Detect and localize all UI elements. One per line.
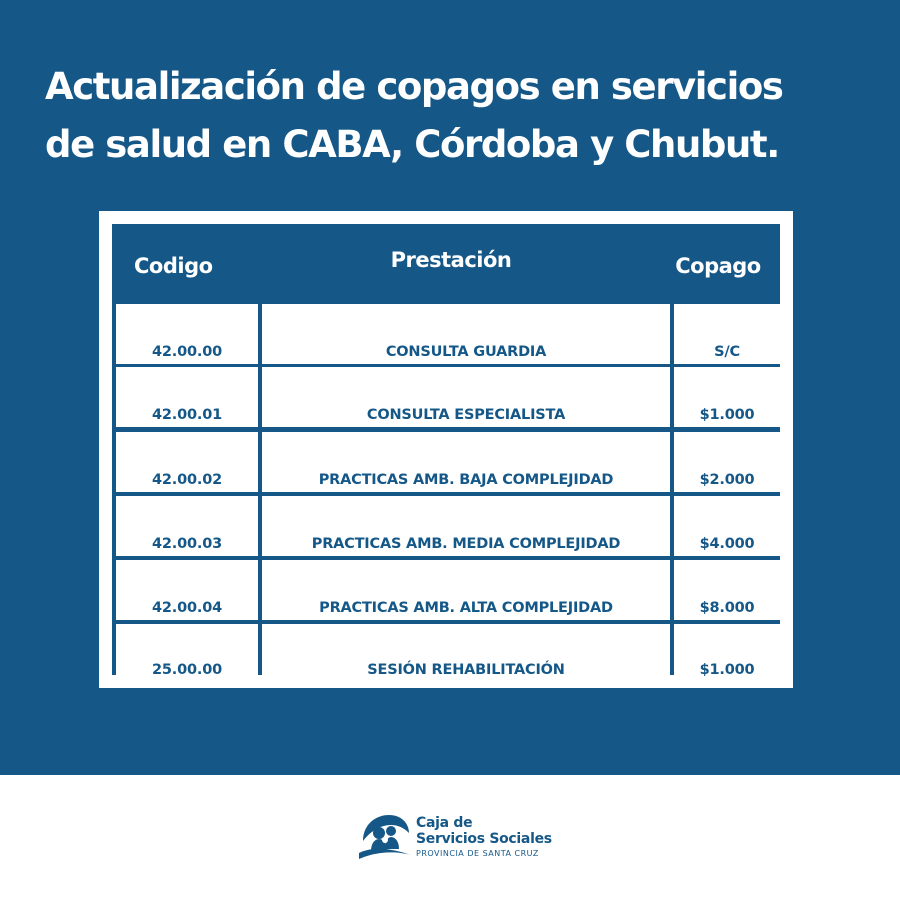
cell-copay: S/C [674,304,780,364]
cell-service: CONSULTA ESPECIALISTA [262,367,670,427]
title-line-2: de salud en CABA, Córdoba y Chubut. [45,123,779,166]
copay-table [112,224,780,678]
cell-code: 25.00.00 [116,624,258,682]
cell-copay: $8.000 [674,560,780,620]
cell-service: SESIÓN REHABILITACIÓN [262,624,670,682]
cell-code: 42.00.00 [116,304,258,364]
cell-code: 42.00.01 [116,367,258,427]
copay-table-card [99,211,793,688]
column-header-copay: Copago [675,254,761,278]
cell-code: 42.00.03 [116,496,258,556]
cell-copay: $1.000 [674,367,780,427]
logo-text-line-3: PROVINCIA DE SANTA CRUZ [416,849,539,858]
cell-service: PRACTICAS AMB. MEDIA COMPLEJIDAD [262,496,670,556]
cell-service: PRACTICAS AMB. BAJA COMPLEJIDAD [262,432,670,492]
cell-copay: $2.000 [674,432,780,492]
cell-service: PRACTICAS AMB. ALTA COMPLEJIDAD [262,560,670,620]
cell-code: 42.00.02 [116,432,258,492]
organization-logo [357,811,557,871]
column-header-code: Codigo [134,254,213,278]
cell-service: CONSULTA GUARDIA [262,304,670,364]
page-title [45,58,875,174]
column-header-service: Prestación [390,248,512,272]
cell-code: 42.00.04 [116,560,258,620]
logo-text-line-2: Servicios Sociales [416,831,552,847]
logo-text-line-1: Caja de [416,815,473,831]
cell-copay: $4.000 [674,496,780,556]
title-line-1: Actualización de copagos en servicios [45,65,783,108]
caja-servicios-sociales-logo-icon [357,811,413,861]
cell-copay: $1.000 [674,624,780,682]
